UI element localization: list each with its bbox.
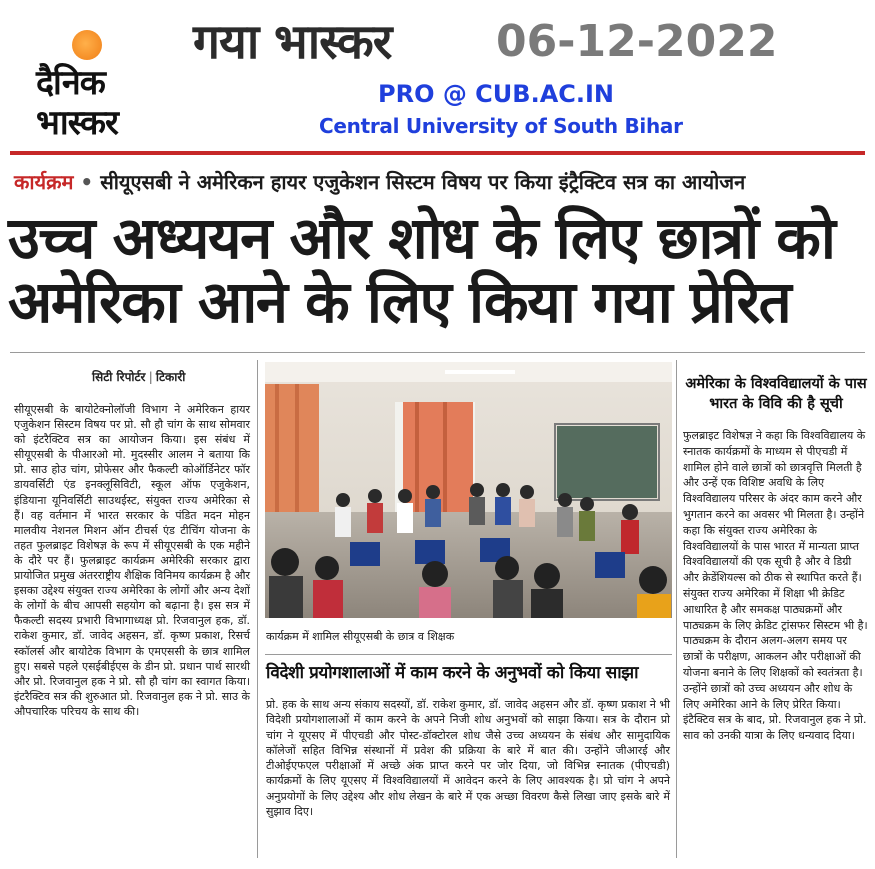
classroom-photo-illustration (265, 362, 672, 618)
edition-title: गया भास्कर (193, 14, 392, 70)
photo-caption: कार्यक्रम में शामिल सीयूएसबी के छात्र व शिक्षक (266, 630, 455, 643)
sun-icon (72, 30, 102, 60)
category-label: कार्यक्रम (14, 170, 74, 194)
headline-divider (10, 352, 865, 353)
byline-place: टिकारी (155, 370, 186, 384)
article-body-column-3: फुलब्राइट विशेषज्ञ ने कहा कि विश्वविद्यालय के स्नातक कार्यक्रमों के माध्यम से पीएचडी में शामिल होने वाले छात्रों को छात्रवृत्ति मिलती है और उन्हें एक विशिष्ट अवधि के लिए विश्वविद्यालय परिसर के अंदर काम करने और भुगतान करने का अवसर भी मिलता है। उन्होंने कहा कि संयुक्त राज्य अमेरिका के विश्वविद्यालयों के पास भारत में मान्यता प्राप्त विश्वविद्यालयों की एक सूची है और वे डिग्री और क्रेडेंशियल्स को ठीक से स्थापित करते हैं। संयुक्त राज्य अमेरिका में शिक्षा भी क्रेडिट आधारित है और समकक्ष पाठ्यक्रमों और पाठ्यक्रम के लिए क्रेडिट ट्रांसफर सिस्टम भी है। पाठ्यक्रम के दौरान अलग-अलग समय पर छात्रों के परीक्षण, आकलन और परीक्षाओं की योजना बनाने के लिए शिक्षकों को स्वतंत्रता है। उन्होंने छात्रों को उच्च अध्ययन और शोध के लिए अमेरिका आने के लिए प्रेरित किया। इंटैक्टिव सत्र के बाद, प्रो. रिजवानुल हक ने प्रो. साव को उनकी यात्रा के लिए धन्यवाद दिया। (683, 429, 868, 743)
column-divider-left (257, 360, 258, 858)
bullet-separator: • (73, 170, 101, 194)
kicker-line (14, 168, 745, 195)
dainik-bhaskar-logo (36, 30, 148, 143)
university-name: Central University of South Bihar (319, 114, 683, 138)
publication-date: 06-12-2022 (496, 16, 778, 67)
subhead-divider (265, 654, 672, 655)
sidebar-heading: अमेरिका के विश्वविद्यालयों के पास भारत के विवि की है सूची (685, 376, 867, 412)
kicker-text: सीयूएसबी ने अमेरिकन हायर एजुकेशन सिस्टम विषय पर किया इंट्रैक्टिव सत्र का आयोजन (100, 170, 746, 194)
byline (92, 368, 185, 385)
column-divider-right (676, 360, 677, 858)
headline: उच्च अध्ययन और शोध के लिए छात्रों को अमेरिका आने के लिए किया गया प्रेरित (8, 204, 835, 336)
logo-line-1: दैनिक (36, 63, 105, 103)
masthead-divider (10, 151, 865, 155)
logo-line-2: भास्कर (36, 103, 118, 143)
article-body-column-2: प्रो. हक के साथ अन्य संकाय सदस्यों, डॉ. राकेश कुमार, डॉ. जावेद अहसन और डॉ. कृष्ण प्रकाश ने भी विदेशी प्रयोगशालाओं में काम करने के अपने निजी शोध अनुभवों को साझा किया। सत्र के दौरान प्रो चांग ने यूएसए में पीएचडी और पोस्ट-डॉक्टोरल शोध जैसे उच्च अध्ययन के संबंध और सामुदायिक कॉलेजों सहित विभिन्न संस्थानों में प्रवेश की प्रक्रिया के बारे में बात की। उन्होंने जीआरई और टीओईएफएल परीक्षाओं में अच्छे अंक प्राप्त करने पर जोर दिया, जो विभिन्न स्नातक (पीएचडी) कार्यक्रमों के लिए यूएसए में विश्वविद्यालयों में आवेदन करने के लिए आवश्यक है। प्रो चांग ने अपने अनुप्रयोगों के लिए उद्देश्य और शोध लेखन के बारे में एक अच्छा विवरण कैसे लिखा जाए इसके बारे में सुझाव दिए। (266, 698, 670, 819)
byline-reporter: सिटी रिपोर्टर (92, 370, 146, 384)
subheading: विदेशी प्रयोगशालाओं में काम करने के अनुभवों को किया साझा (266, 663, 639, 683)
byline-separator: | (148, 370, 153, 384)
article-photo (265, 362, 672, 618)
pro-credit: PRO @ CUB.AC.IN (378, 80, 615, 108)
article-body-column-1: सीयूएसबी के बायोटेक्नोलॉजी विभाग ने अमेरिकन हायर एजुकेशन सिस्टम विषय पर प्रो. सौ हौ चांग के साथ सोमवार को इंटरैक्टिव सत्र का आयोजन किया। इस संबंध में सीयूएसबी के पीआरओ मो. मुदस्सीर आलम ने बताया कि प्रो. साउ होउ चांग, प्रोफेसर और फैकल्टी कोऑर्डिनेटर फॉर डायवर्सिटी एंड इनक्लूसिविटी, स्कूल ऑफ एजुकेशन, इंडियाना यूनिवर्सिटी साउथईस्ट, संयुक्त राज्य अमेरिका से हैं। वह वर्तमान में भारत सरकार के पंडित मदन मोहन मालवीय नेशनल मिशन ऑन टीचर्स एंड टीचिंग योजना के तहत फुलब्राइट विशेषज्ञ के रूप में सीयूएसबी के एक महीने के दौरे पर हैं। फुलब्राइट कार्यक्रम अमेरिकी सरकार द्वारा प्रायोजित प्रमुख अंतरराष्ट्रीय शैक्षिक विनिमय कार्यक्रम है और इसका उद्देश्य संयुक्त राज्य अमेरिका के लोगों और अन्य देशों के लोगों के बीच आपसी सहयोग को बढ़ाना है। इस सत्र में फैकल्टी सदस्य प्रभारी विभागाध्यक्ष प्रो. रिजवानुल हक, डॉ. राकेश कुमार, डॉ. जावेद अहसन, डॉ. कृष्ण प्रकाश, रिसर्च स्कॉलर्स और बायोटेक विभाग के एमएससी के छात्र शामिल हुए। सबसे पहले एसईबीईएस के डीन प्रो. प्रधान पार्थ सारथी और प्रो. रिजवानुल हक ने प्रो. सौ हौ चांग का स्वागत किया। इंटरैक्टिव सत्र की शुरुआत प्रो. रिजवानुल हक ने प्रो. साउ के औपचारिक परिचय के साथ की। (14, 403, 250, 718)
